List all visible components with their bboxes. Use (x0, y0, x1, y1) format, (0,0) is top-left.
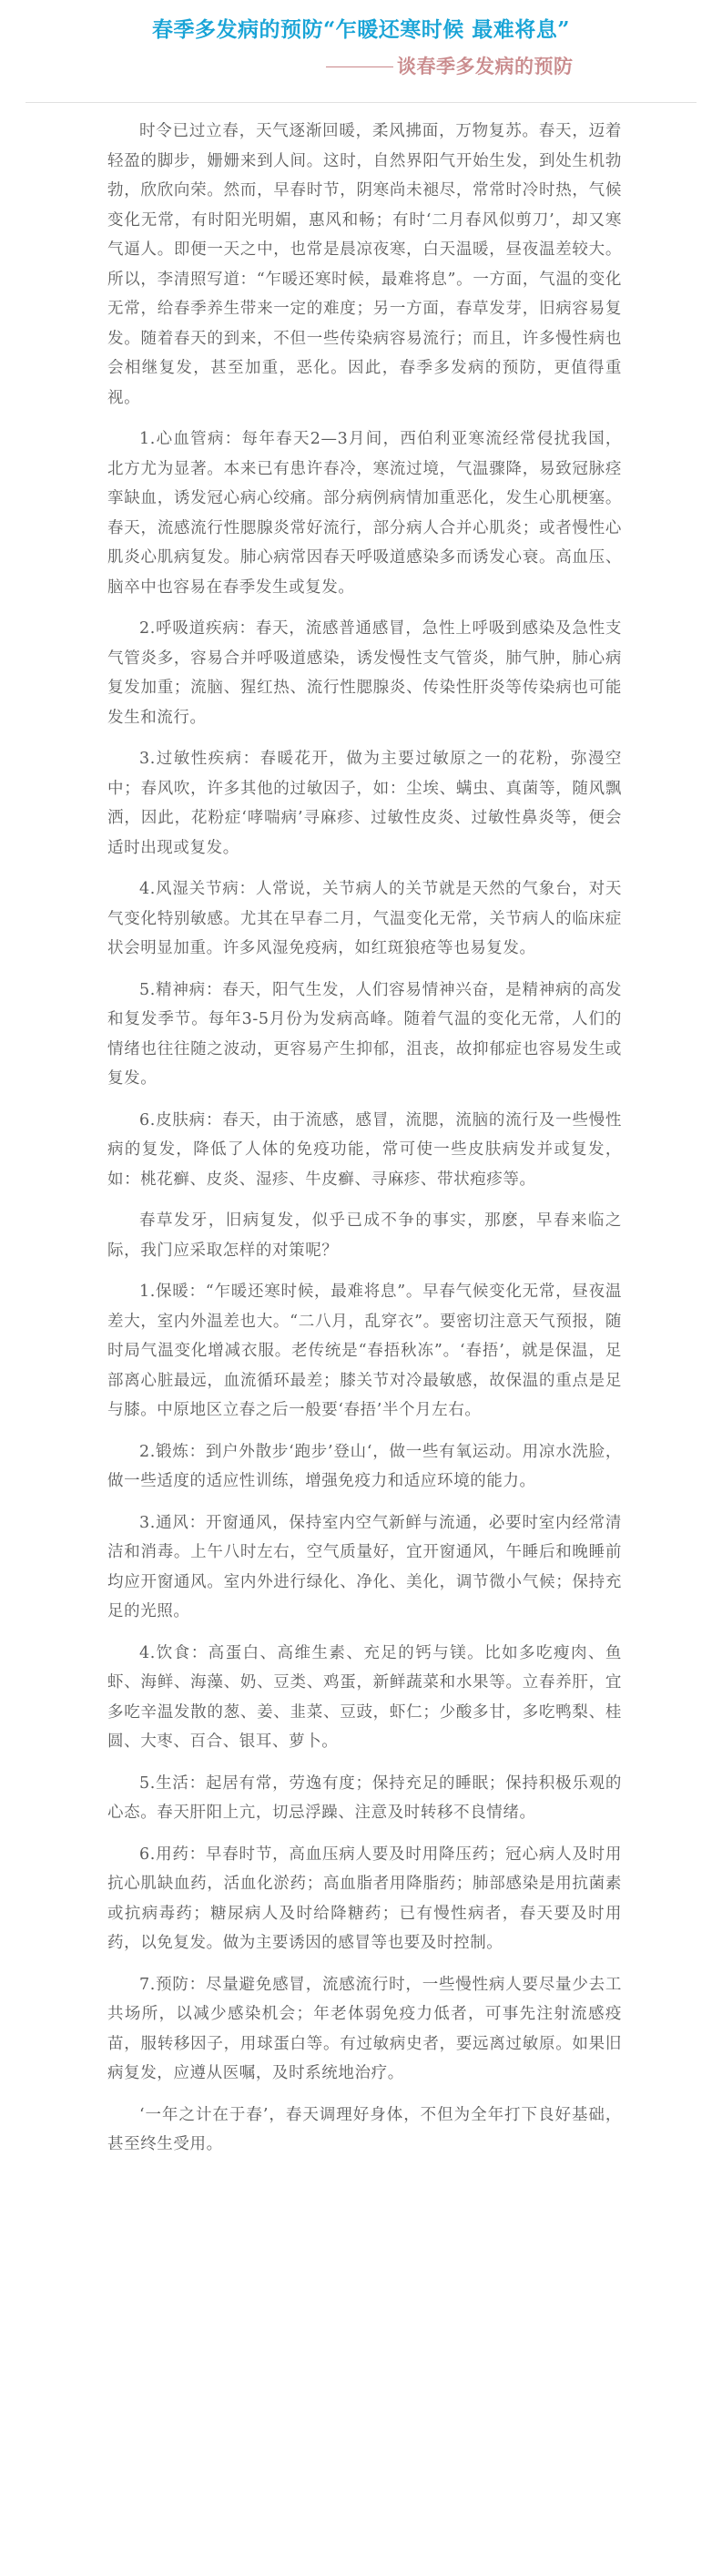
article-paragraph: 4.风湿关节病：人常说，关节病人的关节就是天然的气象台，对天气变化特别敏感。尤其在早春二月，气温变化无常，关节病人的临床症状会明显加重。许多风湿免疫病，如红斑狼疮等也易复发。 (107, 880, 622, 957)
article-paragraph: 春草发牙，旧病复发，似乎已成不争的事实，那麽，早春来临之际，我门应采取怎样的对策呢？ (107, 1211, 622, 1260)
article-header (0, 0, 722, 103)
article-body (107, 117, 622, 2172)
article-paragraph: ‘一年之计在于春’，春天调理好身体，不但为全年打下良好基础，甚至终生受用。 (107, 2105, 622, 2153)
article-paragraph: 6.皮肤病：春天，由于流感，感冒，流腮，流脑的流行及一些慢性病的复发，降低了人体的免疫功能，常可使一些皮肤病发并或复发，如：桃花癣、皮炎、湿疹、牛皮癣、寻麻疹、带状疱疹等。 (107, 1110, 622, 1189)
article-paragraph: 5.生活：起居有常，劳逸有度；保持充足的睡眠；保持积极乐观的心态。春天肝阳上亢，切忌浮躁、注意及时转移不良情绪。 (107, 1774, 622, 1822)
article-paragraph: 5.精神病：春天，阳气生发，人们容易情神兴奋，是精神病的高发和复发季节。每年3-5月份为发病高峰。随着气温的变化无常，人们的情绪也往往随之波动，更容易产生抑郁，沮丧，故抑郁症也容易发生或复发。 (107, 980, 622, 1088)
article-subtitle: 谈春季多发病的预防 (397, 55, 574, 77)
subtitle-row (326, 51, 722, 82)
subtitle-dash-decoration (326, 66, 393, 67)
intro-paragraph: 时令已过立春，天气逐渐回暖，柔风拂面，万物复苏。春天，迈着轻盈的脚步，姗姗来到人间。这时，自然界阳气开始生发，到处生机勃勃，欣欣向荣。然而，早春时节，阴寒尚未褪尽，常常时冷时热，气候变化无常，有时阳光明媚，惠风和畅；有时‘二月春风似剪刀’，却又寒气逼人。即便一天之中，也常是晨凉夜寒，白天温暖，昼夜温差较大。所以，李清照写道：“乍暖还寒时候，最难将息”。一方面，气温的变化无常，给春季养生带来一定的难度；另一方面，春草发芽，旧病容易复发。随着春天的到来，不但一些传染病容易流行；而且，许多慢性病也会相继复发，甚至加重，恶化。因此，春季多发病的预防，更值得重视。 (107, 122, 622, 407)
header-divider (25, 102, 697, 103)
article-paragraph: 7.预防：尽量避免感冒，流感流行时，一些慢性病人要尽量少去工共场所，以减少感染机会；年老体弱免疫力低者，可事先注射流感疫苗，服转移因子，用球蛋白等。有过敏病史者，要远离过敏原。如果旧病复发，应遵从医嘱，及时系统地治疗。 (107, 1975, 622, 2082)
article-title: 春季多发病的预防“乍暖还寒时候 最难将息” (152, 17, 570, 42)
article-paragraph: 3.通风：开窗通风，保持室内空气新鲜与流通，必要时室内经常清洁和消毒。上午八时左右，空气质量好，宜开窗通风，午睡后和晚睡前均应开窗通风。室内外进行绿化、净化、美化，调节微小气候；保持充足的光照。 (107, 1513, 622, 1620)
article-paragraph: 1.保暖：“乍暖还寒时候，最难将息”。早春气候变化无常，昼夜温差大，室内外温差也大。“二八月，乱穿衣”。要密切注意天气预报，随时局气温变化增减衣服。老传统是“春捂秋冻”。‘春捂’，就是保温，足部离心脏最远，血流循环最差；膝关节对冷最敏感，故保温的重点是足与膝。中原地区立春之后一般要‘春捂’半个月左右。 (107, 1283, 622, 1419)
article-paragraph: 4.饮食：高蛋白、高维生素、充足的钙与镁。比如多吃瘦肉、鱼虾、海鲜、海藻、奶、豆类、鸡蛋，新鲜蔬菜和水果等。立春养肝，宜多吃辛温发散的葱、姜、韭菜、豆豉，虾仁；少酸多甘，多吃鸭梨、桂圆、大枣、百合、银耳、萝卜。 (107, 1643, 622, 1751)
article-paragraph: 2.锻炼：到户外散步‘跑步’登山‘，做一些有氧运动。用凉水洗脸，做一些适度的适应性训练，增强免疫力和适应环境的能力。 (107, 1442, 622, 1490)
article-paragraph: 2.呼吸道疾病：春天，流感普通感冒，急性上呼吸到感染及急性支气管炎多，容易合并呼吸道感染，诱发慢性支气管炎，肺气肿，肺心病复发加重；流脑、猩红热、流行性腮腺炎、传染性肝炎等传染病也可能发生和流行。 (107, 619, 622, 727)
article-paragraph: 6.用药：早春时节，高血压病人要及时用降压药；冠心病人及时用抗心肌缺血药，活血化淤药；高血脂者用降脂药；肺部感染是用抗菌素或抗病毒药；糖尿病人及时给降糖药；已有慢性病者，春天要及时用药，以免复发。做为主要诱因的感冒等也要及时控制。 (107, 1845, 622, 1952)
article-paragraph: 1.心血管病：每年春天2—3月间，西伯利亚寒流经常侵扰我国，北方尤为显著。本来已有患许春冷，寒流过境，气温骤降，易致冠脉痉挛缺血，诱发冠心病心绞痛。部分病例病情加重恶化，发生心肌梗塞。春天，流感流行性腮腺炎常好流行，部分病人合并心肌炎；或者慢性心肌炎心肌病复发。肺心病常因春天呼吸道感染多而诱发心衰。高血压、脑卒中也容易在春季发生或复发。 (107, 430, 622, 597)
article-paragraph: 3.过敏性疾病：春暖花开，做为主要过敏原之一的花粉，弥漫空中；春风吹，许多其他的过敏因子，如：尘埃、螨虫、真菌等，随风飘洒，因此，花粉症‘哮喘病’寻麻疹、过敏性皮炎、过敏性鼻炎等，便会适时出现或复发。 (107, 750, 622, 857)
